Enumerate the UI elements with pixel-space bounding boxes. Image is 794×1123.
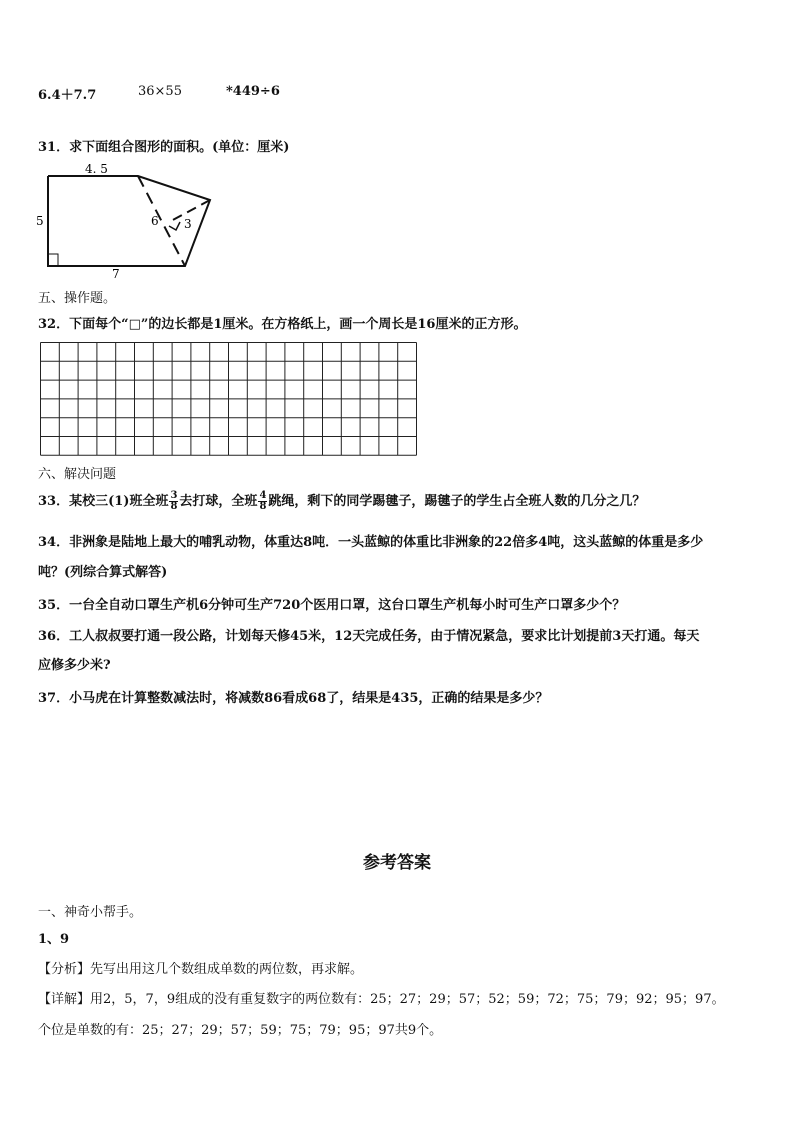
question-36-line-2: 应修多少米? bbox=[38, 658, 111, 673]
composite-figure bbox=[30, 160, 230, 280]
label-diag: 6 bbox=[151, 214, 159, 228]
fraction-2 bbox=[258, 491, 267, 512]
calc-expression-3: *449÷6 bbox=[226, 84, 280, 99]
calc-expression-2: 36×55 bbox=[138, 84, 182, 99]
section-5-heading: 五、操作题。 bbox=[38, 291, 117, 306]
calc-expression-1: 6.4＋7.7 bbox=[38, 88, 97, 103]
fraction-1-numerator: 3 bbox=[170, 490, 178, 501]
fraction-1-denominator: 8 bbox=[170, 501, 178, 512]
right-angle-mark bbox=[48, 254, 58, 266]
question-34-line-2: 吨？(列综合算式解答) bbox=[38, 565, 168, 580]
height-right-angle bbox=[169, 222, 180, 230]
fraction-2-denominator: 8 bbox=[259, 501, 267, 512]
answer-1-analysis: 【分析】先写出用这几个数组成单数的两位数，再求解。 bbox=[38, 962, 364, 977]
answers-section-1: 一、神奇小帮手。 bbox=[38, 905, 143, 920]
answer-key-title: 参考答案 bbox=[363, 853, 431, 873]
fraction-1 bbox=[169, 491, 178, 512]
question-33-pre: 33．某校三(1)班全班 bbox=[38, 494, 169, 509]
answer-1: 1、9 bbox=[38, 932, 70, 947]
question-31: 31．求下面组合图形的面积。(单位：厘米) bbox=[38, 140, 290, 155]
section-6-heading: 六、解决问题 bbox=[38, 467, 117, 482]
question-37: 37．小马虎在计算整数减法时，将减数86看成68了，结果是435，正确的结果是多少？ bbox=[38, 691, 549, 706]
question-33-post: 跳绳，剩下的同学踢毽子，踢毽子的学生占全班人数的几分之几？ bbox=[268, 494, 646, 509]
question-33-mid: 去打球，全班 bbox=[179, 494, 258, 509]
label-left: 5 bbox=[36, 214, 44, 228]
question-35: 35．一台全自动口罩生产机6分钟可生产720个医用口罩，这台口罩生产机每小时可生产口罩多少个？ bbox=[38, 598, 626, 613]
fraction-2-numerator: 4 bbox=[259, 490, 267, 501]
answer-1-summary: 个位是单数的有：25；27；29；57；59；75；79；95；97共9个。 bbox=[38, 1023, 443, 1038]
question-34-line-1: 34．非洲象是陆地上最大的哺乳动物，体重达8吨．一头蓝鲸的体重比非洲象的22倍多4吨，这头蓝鲸的体重是多少 bbox=[38, 535, 704, 550]
question-36-line-1: 36．工人叔叔要打通一段公路，计划每天修45米，12天完成任务，由于情况紧急，要求比计划提前3天打通。每天 bbox=[38, 629, 700, 644]
question-33 bbox=[38, 490, 645, 512]
label-height: 3 bbox=[184, 217, 192, 231]
label-top: 4. 5 bbox=[85, 162, 108, 176]
question-32: 32．下面每个“□”的边长都是1厘米。在方格纸上，画一个周长是16厘米的正方形。 bbox=[38, 317, 527, 332]
answer-1-detail: 【详解】用2，5，7，9组成的没有重复数字的两位数有：25；27；29；57；52；59；72；75；79；92；95；97。 bbox=[38, 992, 725, 1007]
grid-paper bbox=[40, 342, 420, 457]
label-bottom: 7 bbox=[112, 267, 120, 280]
